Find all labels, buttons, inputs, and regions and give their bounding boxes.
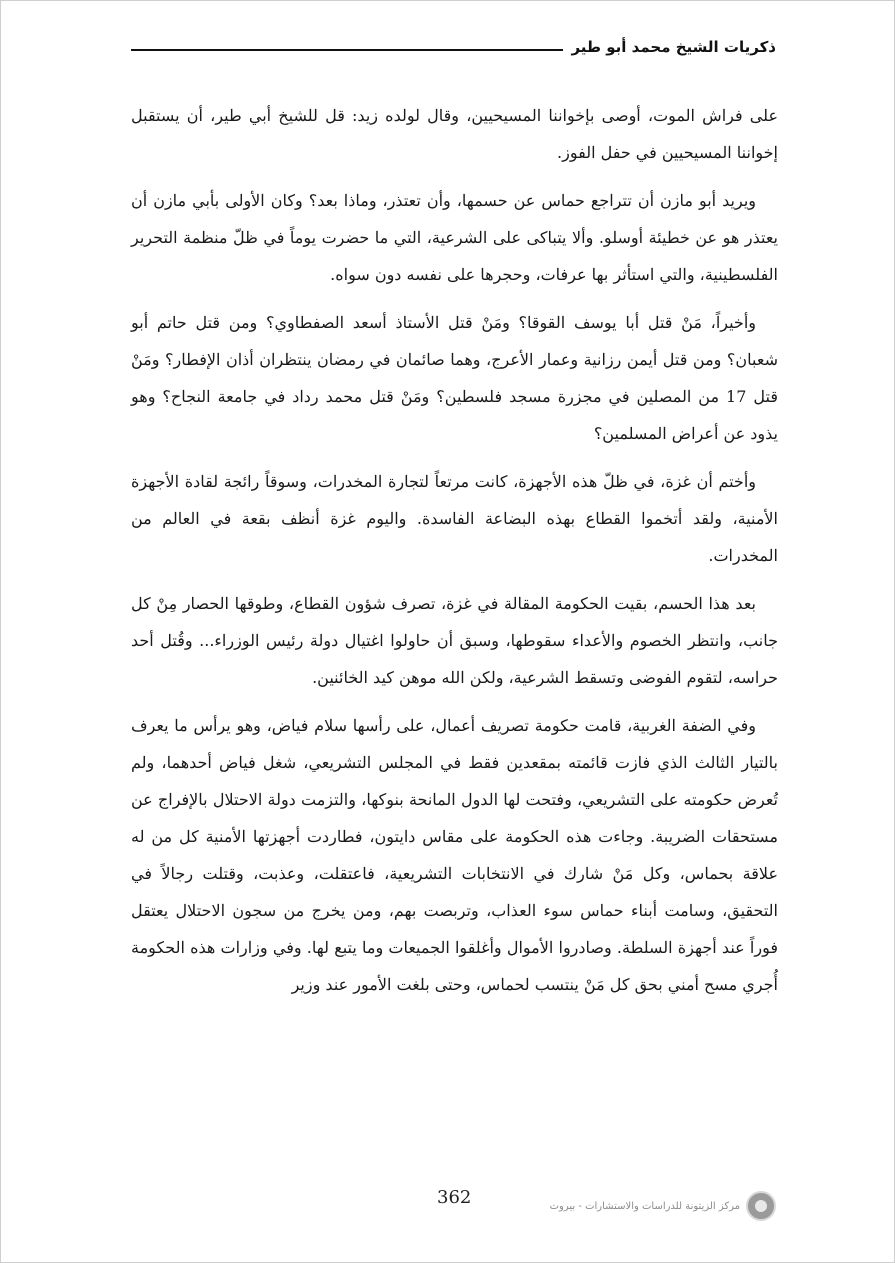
paragraph: على فراش الموت، أوصى بإخواننا المسيحيين، وقال لولده زيد: قل للشيخ أبي طير، أن يستقبل إخواننا المسيحيين في حفل الفوز. (131, 106, 778, 162)
paragraph: وفي الضفة الغربية، قامت حكومة تصريف أعمال، على رأسها سلام فياض، وهو يرأس ما يعرف بالتيار الثالث الذي فازت قائمته بمقعدين فقط في المجلس التشريعي، شغل فياض أحدهما، ولم تُعرض حكومته على التشريعي، وفتحت لها الدول المانحة بنوكها، والتزمت دولة الاحتلال بالإفراج عن مستحقات الضريبة. وجاءت هذه الحكومة على مقاس دايتون، فطاردت أجهزتها الأمنية كل من له علاقة بحماس، وكل مَنْ شارك في الانتخابات التشريعية، فاعتقلت، وعذبت، وقتلت رجالاً في التحقيق، وسامت أبناء حماس سوء العذاب، وتربصت بهم، ومن يخرج من سجون الاحتلال يعتقل فوراً عند أجهزة السلطة. وصادروا الأموال وأغلقوا الجميعات وما يتبع لها. وفي وزارات هذه الحكومة أُجري مسح أمني بحق كل مَنْ ينتسب لحماس، وحتى بلغت الأمور عند وزير (131, 716, 778, 994)
body-text (131, 97, 778, 1014)
publisher-mark (550, 1191, 776, 1221)
paragraph: ويريد أبو مازن أن تتراجع حماس عن حسمها، وأن تعتذر، وماذا بعد؟ وكان الأولى بأبي مازن أن يعتذر هو عن خطيئة أوسلو. وألا يتباكى على الشرعية، التي ما حضرت يوماً في ظلّ منظمة التحرير الفلسطينية، والتي استأثر بها عرفات، وحجرها على نفسه دون سواه. (131, 191, 778, 284)
running-header (131, 38, 776, 56)
paragraph: وأختم أن غزة، في ظلّ هذه الأجهزة، كانت مرتعاً لتجارة المخدرات، وسوقاً رائجة لقادة الأجهزة الأمنية، ولقد أتخموا القطاع بهذه البضاعة الفاسدة. واليوم غزة أنظف بقعة في العالم من المخدرات. (131, 472, 778, 565)
footer (131, 1183, 776, 1221)
header-rule (131, 49, 563, 51)
page-number: 362 (437, 1187, 472, 1208)
zaytouna-logo-icon (746, 1191, 776, 1221)
publisher-name: مركز الزيتونة للدراسات والاستشارات - بيروت (549, 1200, 740, 1212)
paragraph: وأخيراً، مَنْ قتل أبا يوسف القوقا؟ ومَنْ قتل الأستاذ أسعد الصفطاوي؟ ومن قتل حاتم أبو شعبان؟ ومن قتل أيمن رزانية وعمار الأعرج، وهما صائمان في رمضان ينتظران أذان الإفطار؟ ومَنْ قتل 17 من المصلين في مجزرة مسجد فلسطين؟ ومَنْ قتل محمد رداد في جامعة النجاح؟ وهو يذود عن أعراض المسلمين؟ (131, 313, 778, 443)
paragraph: بعد هذا الحسم، بقيت الحكومة المقالة في غزة، تصرف شؤون القطاع، وطوقها الحصار مِنْ كل جانب، وانتظر الخصوم والأعداء سقوطها، وسبق أن حاولوا اغتيال دولة رئيس الوزراء... وقُتل أحد حراسه، لتقوم الفوضى وتسقط الشرعية، ولكن الله موهن كيد الخائنين. (131, 594, 778, 687)
header-title: ذكريات الشيخ محمد أبو طير (571, 38, 776, 56)
